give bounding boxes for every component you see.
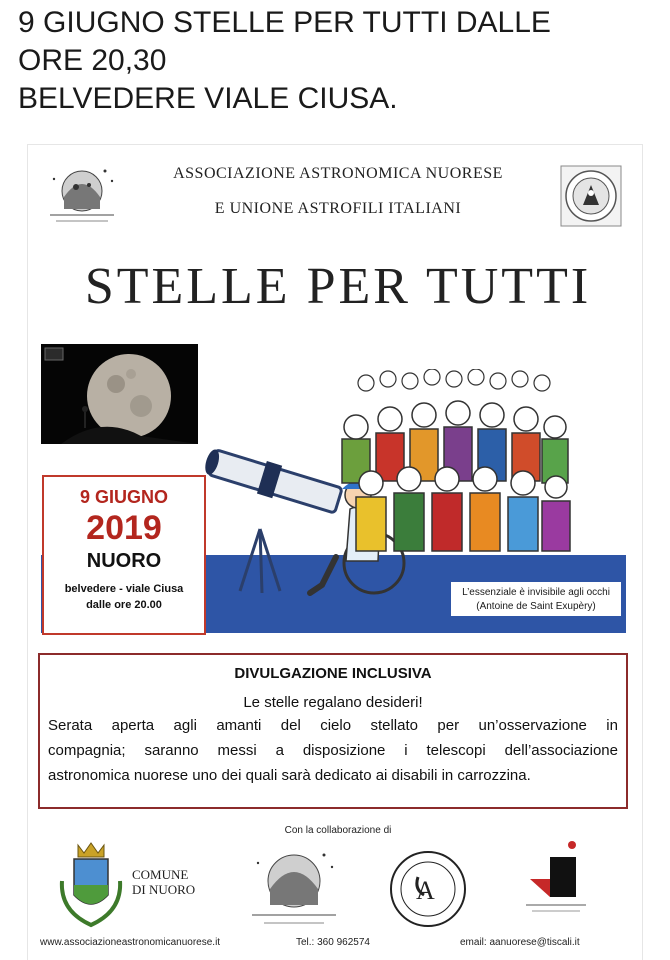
date-year: 2019: [86, 509, 162, 547]
quote-text: L’essenziale è invisibile agli occhi: [462, 587, 610, 598]
svg-text:A: A: [416, 876, 435, 905]
association-logo-bottom-icon: [244, 845, 344, 931]
association-logo-icon: [42, 161, 122, 229]
moon-photo: [41, 344, 198, 444]
header-line-2: E UNIONE ASTROFILI ITALIANI: [214, 200, 462, 217]
uai-circle-logo-icon: [388, 849, 468, 929]
date-day: 9 GIUGNO: [79, 487, 168, 507]
header-line-1: ASSOCIAZIONE ASTRONOMICA NUORESE: [173, 165, 503, 182]
info-line-3: astronomica nuorese uno dei quali sarà dedicato ai disabili in carrozzina.: [48, 767, 531, 784]
info-subtitle: Le stelle regalano desideri!: [243, 694, 423, 711]
crowd-illustration: [336, 369, 576, 567]
event-place: belvedere - viale Ciusa: [64, 583, 184, 595]
info-line-1: Serata aperta agli amanti del cielo stellato per un’osservazione in: [48, 717, 618, 734]
comune-crest-icon: [54, 841, 128, 931]
post-caption: [18, 4, 658, 118]
caption-line-3: BELVEDERE VIALE CIUSA.: [18, 82, 398, 115]
quote-box: [451, 582, 621, 616]
quote-author: (Antoine de Saint Exupèry): [476, 601, 596, 612]
collaboration-label: Con la collaborazione di: [284, 825, 392, 836]
city-name: NUORO: [86, 550, 162, 572]
poster-title: STELLE PER TUTTI: [84, 258, 592, 315]
event-time: dalle ore 20.00: [86, 599, 162, 611]
date-box: [42, 475, 206, 635]
comune-line-1: COMUNE: [132, 867, 189, 882]
event-poster[interactable]: [28, 145, 642, 960]
website-link[interactable]: www.associazioneastronomicanuorese.it: [40, 937, 221, 948]
comune-line-2: DI NUORO: [132, 882, 196, 897]
caption-line-2: ORE 20,30: [18, 44, 167, 77]
phone-number: Tel.: 360 962574: [296, 937, 370, 948]
info-title: DIVULGAZIONE INCLUSIVA: [234, 665, 432, 682]
info-box: [38, 653, 628, 809]
caption-line-1: 9 GIUGNO STELLE PER TUTTI DALLE: [18, 6, 551, 39]
consorzio-logo-icon: [516, 839, 596, 919]
info-line-2: compagnia; saranno messi a disposizione i telescopi dell’associazione: [48, 742, 618, 759]
uai-logo-icon: [560, 165, 622, 227]
email-link[interactable]: email: aanuorese@tiscali.it: [460, 937, 580, 948]
